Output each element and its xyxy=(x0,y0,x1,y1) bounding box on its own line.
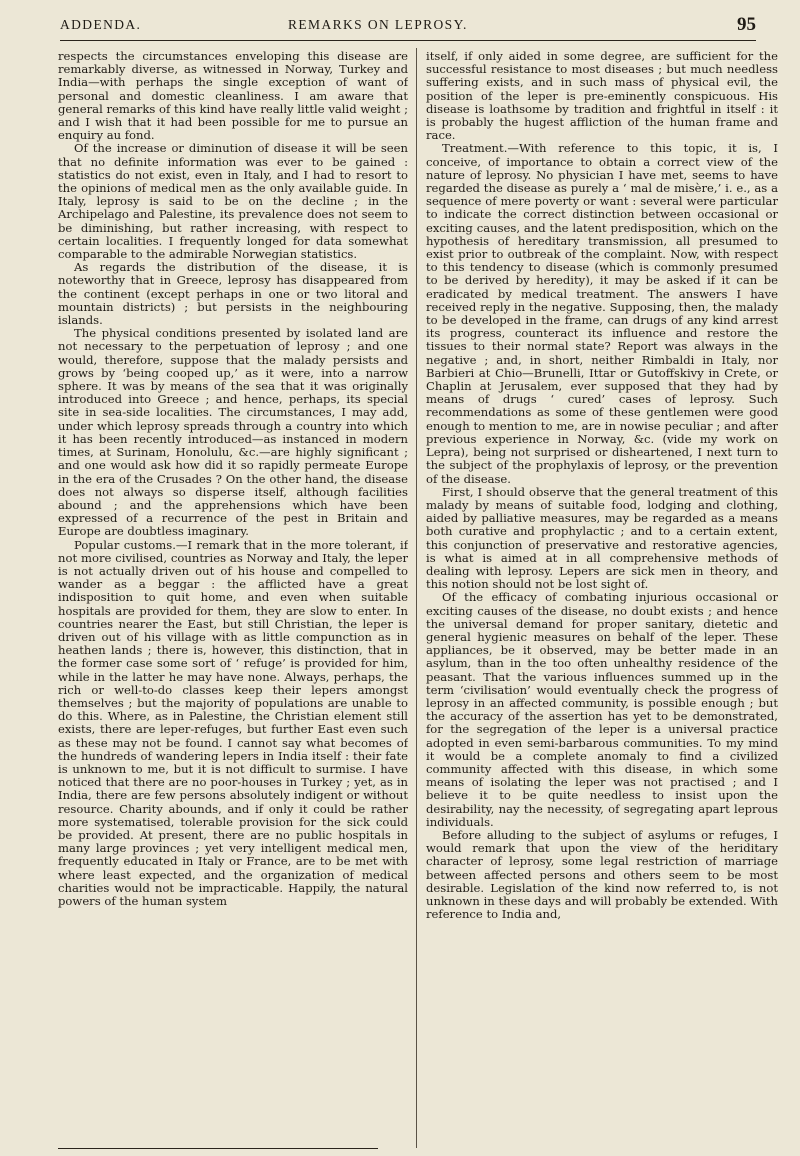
right-paragraph-4: Of the efficacy of combating injurious occasional or exciting causes of the disease, no doubt exists ; and hence the universal demand for proper sanitary, dietetic and general hygienic measures on behalf of the leper. These appliances, be it observed, may be better made in an asylum, than in the too often unhealthy residence of the peasant. That the various influences summed up in the term ‘civilisation’ would eventually check the progress of leprosy in an affected community, is possible enough ; but the accuracy of the assertion has yet to be demonstrated, for the segregation of the leper is a universal practice adopted in even semi-barbarous communities. To my mind it would be a complete anomaly to find a civilized community affected with this disease, in which some means of isolating the leper was not practised ; and I believe it to be quite needless to insist upon the desirability, nay the necessity, of segregating apart leprous individuals. xyxy=(426,590,778,829)
right-paragraph-2: Treatment.—With reference to this topic, it is, I conceive, of importance to obtain a correct view of the nature of leprosy. No physician I have met, seems to have regarded the disease as purely a ‘ mal de misère,’ i. e., as a sequence of mere poverty or want : several were particular to indicate the correct distinction between occasional or exciting causes, and the latent predisposition, which on the hypothesis of hereditary transmission, all presumed to exist prior to outbreak of the complaint. Now, with respect to this tendency to disease (which is commonly presumed to be derived by heredity), it may be asked if it can be eradicated by medical treatment. The answers I have received reply in the negative. Supposing, then, the malady to be developed in the frame, can drugs of any kind arrest its progress, counteract its influence and restore the tissues to their normal state? Report was always in the negative ; and, in short, neither Rimbaldi in Italy, nor Barbieri at Chio—Brunelli, Ittar or Gutoffskivy in Crete, or Chaplin at Jerusalem, ever supposed that they had by means of drugs ‘ cured’ cases of leprosy. Such recommendations as some of these gentlemen were good enough to mention to me, are in nowise peculiar ; and after previous experience in Norway, &c. (vide my work on Lepra), being not surprised or disheartened, I next turn to the subject of the prophylaxis of leprosy, or the prevention of the disease. xyxy=(426,141,778,486)
left-paragraph-1: respects the circumstances enveloping this disease are remarkably diverse, as witnessed in Norway, Turkey and India—with perhaps the single exception of want of personal and domestic cleanliness. I am aware that general remarks of this kind have really little valid weight ; and I wish that it had been possible for me to pursue an enquiry au fond. xyxy=(58,50,408,143)
header-title: REMARKS ON LEPROSY. xyxy=(288,17,468,32)
bottom-rule xyxy=(58,1148,378,1149)
left-paragraph-3: As regards the distribution of the disease, it is noteworthy that in Greece, leprosy has disappeared from the continent (except perhaps in one or two litoral and mountain districts) ; but persists in the neighbouring islands. xyxy=(58,260,408,328)
right-column xyxy=(426,50,778,1150)
right-paragraph-5: Before alluding to the subject of asylums or refuges, I would remark that upon the view of the heriditary character of leprosy, some legal restriction of marriage between affected persons and others seem to be most desirable. Legislation of the kind now referred to, is not unknown in these days and will probably be extended. With reference to India and, xyxy=(426,827,778,922)
right-paragraph-3: First, I should observe that the general treatment of this malady by means of suitable food, lodging and clothing, aided by palliative measures, may be regarded as a means both curative and prophylactic ; and to a certain extent, this conjunction of preservative and restorative agencies, is what is aimed at in all comprehensive methods of dealing with leprosy. Lepers are sick men in theory, and this notion should not be lost sight of. xyxy=(426,484,778,592)
left-column xyxy=(58,50,408,1150)
running-header xyxy=(60,14,756,39)
left-paragraph-2: Of the increase or diminution of disease it will be seen that no definite information was ever to be gained : statistics do not exist, even in Italy, and I had to resort to the opinions of medical men as the only available guide. In Italy, leprosy is said to be on the decline ; in the Archipelago and Palestine, its prevalence does not seem to be diminishing, but rather increasing, with respect to certain localities. I frequently longed for data somewhat comparable to the admirable Norwegian statistics. xyxy=(58,141,408,262)
page-number: 95 xyxy=(737,14,756,35)
left-paragraph-4: The physical conditions presented by isolated land are not necessary to the perpetuation of leprosy ; and one would, therefore, suppose that the malady persists and grows by ‘being cooped up,’ as it were, into a narrow sphere. It was by means of the sea that it was originally introduced into Greece ; and hence, perhaps, its special site in sea-side localities. The circumstances, I may add, under which leprosy spreads through a country into which it has been recently introduced—as instanced in modern times, at Surinam, Honolulu, &c.—are highly significant ; and one would ask how did it so rapidly permeate Europe in the era of the Crusades ? On the other hand, the disease does not always so disperse itself, although facilities abound ; and the apprehensions which have been expressed of a recurrence of the pest in Britain and Europe are doubtless imaginary. xyxy=(58,326,408,539)
column-divider xyxy=(416,48,417,1148)
header-rule xyxy=(60,40,756,41)
right-paragraph-1: itself, if only aided in some degree, are sufficient for the successful resistance to most diseases ; but much needless suffering exists, and in such mass of physical evil, the position of the leper is pre-eminently conspicuous. His disease is loathsome by tradition and frightful in itself : it is probably the hugest affliction of the human frame and race. xyxy=(426,50,778,143)
left-paragraph-5: Popular customs.—I remark that in the more tolerant, if not more civilised, countries as Norway and Italy, the leper is not actually driven out of his house and compelled to wander as a beggar : the afflicted have a great indisposition to quit home, and even when suitable hospitals are provided for them, they are slow to enter. In countries nearer the East, but still Christian, the leper is driven out of his village with as little compunction as in heathen lands ; there is, however, this distinction, that in the former case some sort of ‘ refuge’ is provided for him, while in the latter he may have none. Always, perhaps, the rich or well-to-do classes keep their lepers amongst themselves ; but the majority of populations are unable to do this. Where, as in Palestine, the Christian element still exists, there are leper-refuges, but further East even such as these may not be found. I cannot say what becomes of the hundreds of wandering lepers in India itself : their fate is unknown to me, but it is not difficult to surmise. I have noticed that there are no poor-houses in Turkey ; yet, as in India, there are few persons absolutely indigent or without resource. Charity abounds, and if only it could be rather more systematised, tolerable provision for the sick could be provided. At present, there are no public hospitals in many large provinces ; yet very intelligent medical men, frequently educated in Italy or France, are to be met with where least expected, and the organization of medical charities would not be impracticable. Happily, the natural powers of the human system xyxy=(58,537,408,908)
header-section-label: ADDENDA. xyxy=(60,17,142,32)
